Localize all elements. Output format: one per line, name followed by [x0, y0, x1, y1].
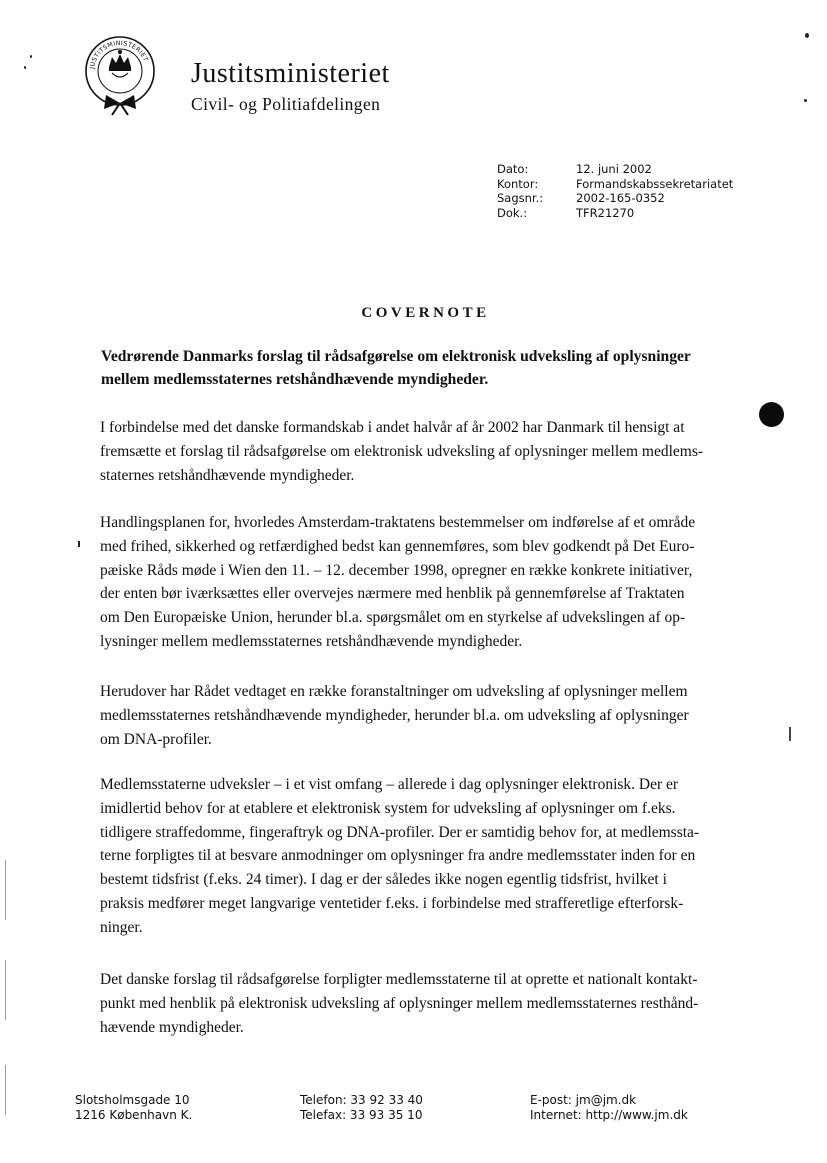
scan-edge-mark	[5, 960, 6, 1020]
meta-value: TFR21270	[576, 205, 635, 220]
text-line: med frihed, sikkerhed og retfærdighed bedst kan gennemføres, som blev godkendt på Det Euro-	[100, 537, 695, 555]
meta-label: Sagsnr.:	[497, 191, 544, 205]
meta-label: Kontor:	[497, 176, 539, 191]
text-line: Herudover har Rådet vedtaget en række foranstaltninger om udveksling af oplysninger mellem	[100, 683, 688, 700]
text-line: terne forpligtes til at besvare anmodninger om oplysninger fra andre medlemsstater inden for en	[100, 847, 696, 865]
text-line: Handlingsplanen for, hvorledes Amsterdam-traktatens bestemmelser om indførelse af et område	[100, 514, 696, 531]
website-line: Internet: http://www.jm.dk	[530, 1108, 688, 1122]
meta-label: Dok.:	[497, 205, 528, 220]
paragraph-1	[100, 416, 755, 487]
scan-speck	[30, 55, 32, 58]
text-line: medlemsstaternes retshåndhævende myndigheder, herunder bl.a. om udveksling af oplysninger	[100, 706, 689, 724]
meta-value: Formandskabssekretariatet	[576, 176, 734, 191]
text-line: ninger.	[100, 918, 143, 936]
email-line: E-post: jm@jm.dk	[530, 1093, 637, 1107]
meta-row-document	[497, 206, 733, 221]
phone-line: Telefon: 33 92 33 40	[300, 1093, 423, 1107]
text-line: staternes retshåndhævende myndigheder.	[100, 466, 355, 484]
text-line: bestemt tidsfrist (f.eks. 24 timer). I dag er der således ikke nogen egentlig tidsfrist, hvilket i	[100, 871, 667, 889]
text-line: om DNA-profiler.	[100, 730, 212, 748]
ministry-name: Justitsministeriet	[191, 58, 390, 89]
footer-phone	[300, 1093, 423, 1123]
text-line: pæiske Råds møde i Wien den 11. – 12. december 1998, opregner en række konkrete initiativer,	[100, 561, 693, 579]
text-line: tidligere straffedomme, fingeraftryk og DNA-profiler. Der er samtidig behov for, at medlemssta-	[100, 823, 700, 841]
text-line: I forbindelse med det danske formandskab i andet halvår af år 2002 har Danmark til hensigt at	[100, 419, 685, 436]
text-line: Medlemsstaterne udveksler – i et vist omfang – allerede i dag oplysninger elektronisk. Der er	[100, 776, 679, 793]
scan-edge-mark	[5, 1065, 6, 1115]
paragraph-5	[100, 968, 755, 1039]
paragraph-3	[100, 680, 755, 751]
text-line: praksis medfører meget langvarige ventetider f.eks. i forbindelse med strafferetlige efterforsk-	[100, 894, 684, 912]
text-line: fremsætte et forslag til rådsafgørelse om elektronisk udveksling af oplysninger mellem medlems-	[100, 442, 704, 460]
meta-row-date	[497, 162, 733, 177]
text-line: imidlertid behov for at etablere et elektronisk system for udveksling af oplysninger om f.eks.	[100, 799, 676, 817]
ministry-seal-logo	[82, 33, 158, 117]
fax-line: Telefax: 33 93 35 10	[300, 1108, 423, 1122]
text-line: Det danske forslag til rådsafgørelse forpligter medlemsstaterne til at oprette et nationalt kontakt-	[100, 971, 698, 988]
document-metadata	[497, 162, 733, 220]
subject-heading	[101, 345, 751, 391]
scan-speck	[789, 727, 791, 741]
text-line: lysninger mellem medlemsstaternes retshåndhævende myndigheder.	[100, 632, 523, 650]
meta-value: 2002-165-0352	[576, 191, 665, 205]
paragraph-2	[100, 511, 755, 654]
text-line: om Den Europæiske Union, herunder bl.a. spørgsmålet om en styrkelse af udvekslingen af op-	[100, 609, 686, 627]
text-line: der enten bør iværksættes eller overvejes nærmere med henblik på gennemførelse af Traktaten	[100, 585, 685, 603]
scan-edge-mark	[5, 860, 6, 920]
text-line: hævende myndigheder.	[100, 1018, 244, 1036]
punch-hole-mark	[759, 402, 784, 427]
meta-row-case-number	[497, 191, 733, 206]
scan-speck	[804, 99, 807, 102]
meta-row-office	[497, 177, 733, 192]
footer-address	[75, 1093, 192, 1123]
subject-line: mellem medlemsstaternes retshåndhævende myndigheder.	[101, 371, 489, 388]
meta-label: Dato:	[497, 162, 529, 176]
scan-speck	[24, 66, 26, 69]
department-name: Civil- og Politiafdelingen	[191, 94, 381, 114]
address-line: Slotsholmsgade 10	[75, 1093, 190, 1107]
scan-speck	[78, 541, 80, 547]
address-line: 1216 København K.	[75, 1108, 193, 1122]
subject-line: Vedrørende Danmarks forslag til rådsafgørelse om elektronisk udveksling af oplysninger	[101, 348, 691, 365]
document-title: COVERNOTE	[361, 305, 490, 321]
meta-value: 12. juni 2002	[576, 162, 652, 176]
footer-web	[530, 1093, 688, 1123]
text-line: punkt med henblik på elektronisk udveksling af oplysninger mellem medlemsstaternes resthånd-	[100, 994, 699, 1012]
paragraph-4	[100, 773, 755, 940]
scan-speck	[805, 33, 809, 38]
seal-text: JUSTITSMINISTERIET	[89, 39, 149, 70]
